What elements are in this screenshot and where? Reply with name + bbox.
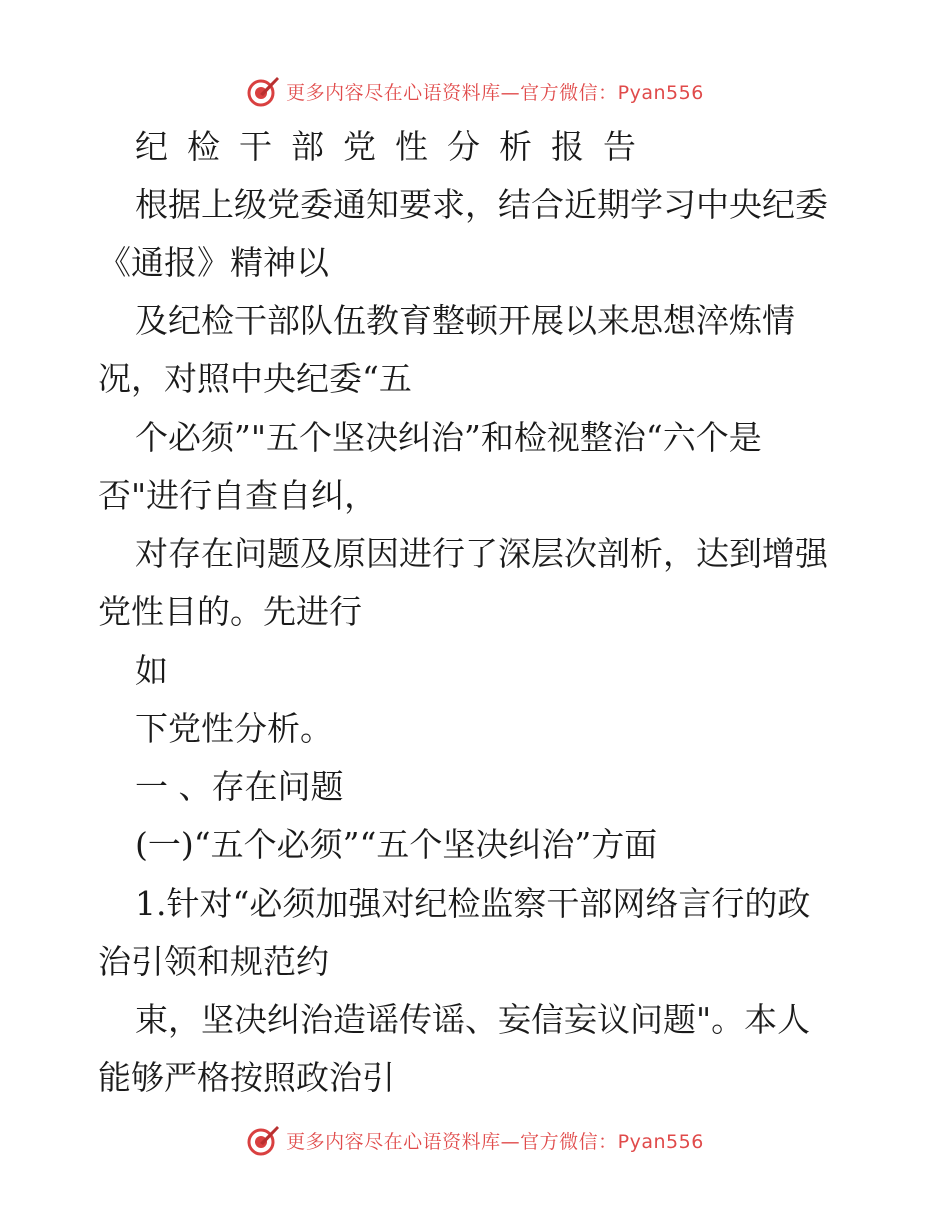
subsection-heading: (一)“五个必须”“五个坚决纠治”方面: [135, 825, 658, 864]
watermark-header: [0, 71, 950, 111]
paragraph-line: 束，坚决纠治造谣传谣、妄信妄议问题"。本人: [135, 1000, 811, 1039]
quill-seal-icon: [246, 1123, 280, 1157]
watermark-footer: [0, 1120, 950, 1160]
paragraph-line: 能够严格按照政治引: [98, 1058, 395, 1097]
paragraph-line: 及纪检干部队伍教育整顿开展以来思想淬炼情: [135, 301, 795, 340]
paragraph-line: 否"进行自查自纠，: [98, 476, 378, 515]
document-title: 纪检干部党性分析报告: [135, 127, 655, 166]
paragraph-line: 况，对照中央纪委“五: [98, 359, 412, 398]
paragraph-line: 党性目的。先进行: [98, 592, 362, 631]
paragraph-line: 对存在问题及原因进行了深层次剖析，达到增强: [135, 534, 828, 573]
watermark-text: 更多内容尽在心语资料库—官方微信：Pyan556: [286, 1130, 704, 1153]
paragraph-line: 1.针对“必须加强对纪检监察干部网络言行的政: [135, 884, 811, 923]
section-heading: 一 、存在问题: [135, 767, 344, 806]
quill-seal-icon: [246, 74, 280, 108]
paragraph-line: 根据上级党委通知要求，结合近期学习中央纪委: [135, 185, 828, 224]
paragraph-line: 《通报》精神以: [98, 243, 329, 282]
watermark-text: 更多内容尽在心语资料库—官方微信：Pyan556: [286, 81, 704, 104]
paragraph-line: 如: [135, 651, 168, 690]
paragraph-line: 治引领和规范约: [98, 942, 329, 981]
paragraph-line: 下党性分析。: [135, 709, 333, 748]
paragraph-line: 个必须”"五个坚决纠治”和检视整治“六个是: [135, 418, 762, 457]
